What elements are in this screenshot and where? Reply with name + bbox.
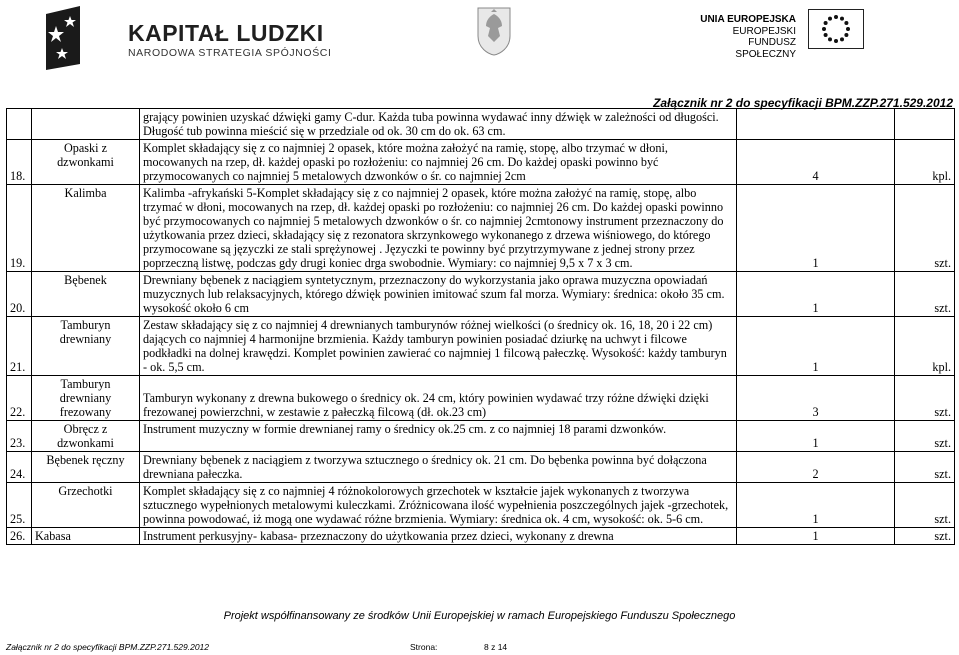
item-name: Obręcz z dzwonkami — [32, 421, 140, 452]
item-unit: szt. — [895, 376, 955, 421]
kapital-ludzki-subtitle: NARODOWA STRATEGIA SPÓJNOŚCI — [128, 47, 332, 59]
item-name: Bębenek ręczny — [32, 452, 140, 483]
item-name: Opaski z dzwonkami — [32, 140, 140, 185]
row-number: 20. — [7, 272, 32, 317]
item-name: Bębenek — [32, 272, 140, 317]
item-quantity: 1 — [737, 272, 895, 317]
page-number: 8 z 14 — [484, 642, 508, 652]
kapital-ludzki-title: KAPITAŁ LUDZKI — [128, 20, 324, 46]
item-unit: szt. — [895, 185, 955, 272]
row-number: 21. — [7, 317, 32, 376]
row-number: 25. — [7, 483, 32, 528]
item-name: Grzechotki — [32, 483, 140, 528]
row-number — [7, 109, 32, 140]
eu-flag — [808, 9, 864, 49]
row-number: 26. — [7, 528, 32, 545]
item-quantity — [737, 109, 895, 140]
item-description: Instrument muzyczny w formie drewnianej ramy o średnicy ok.25 cm. z co najmniej 18 parami dzwonków. — [140, 421, 737, 452]
item-description: Komplet składający się z co najmniej 4 różnokolorowych grzechotek w kształcie jajek wykonanych z tworzywa sztucznego wypełnionych metalowymi kuleczkami. Zróżnicowana ilość wypełnienia poszczególnych jajek -grzechotek, powinna powodować, iż mogą one wydawać różne brzmienia. Wymiary: średnica ok. 4 cm, wysokość: ok. 5-6 cm. — [140, 483, 737, 528]
row-number: 22. — [7, 376, 32, 421]
item-description: Kalimba -afrykański 5-Komplet składający się z co najmniej 2 opasek, które można założyć na ramię, stopę, albo trzymać w dłoni, mocowanych na rzep, dł. każdej opaski po rozłożeniu: co najmniej 26 cm. Do każdej opaski powinno być przymocowanych co najmniej 5 metalowych dzwonków o śr. co najmniej 2cmtonowy instrument przeznaczony do użytkowania przez dzieci, składający się z rezonatora skrzynkowego wykonanego z drzewa wiśniowego, do którego przymocowane są języczki ze stali sprężynowej . Języczki te powinny być przytrzymywane z jednej strony przez poprzeczną listwę, podczas gdy drugi koniec drga swobodnie. Wymiary: co najmniej 9,5 x 7 x 3 cm. — [140, 185, 737, 272]
item-unit: szt. — [895, 272, 955, 317]
row-number: 24. — [7, 452, 32, 483]
item-description: Instrument perkusyjny- kabasa- przeznaczony do użytkowania przez dzieci, wykonany z drewna — [140, 528, 737, 545]
kapital-ludzki-logo — [40, 4, 120, 70]
table-row — [7, 376, 955, 421]
table-row — [7, 140, 955, 185]
instruments-table — [6, 108, 955, 545]
item-unit: szt. — [895, 421, 955, 452]
row-number: 23. — [7, 421, 32, 452]
item-quantity: 1 — [737, 421, 895, 452]
item-quantity: 1 — [737, 528, 895, 545]
item-name — [32, 109, 140, 140]
item-quantity: 1 — [737, 185, 895, 272]
item-unit: szt. — [895, 528, 955, 545]
item-name: Tamburyn drewniany frezowany — [32, 376, 140, 421]
item-quantity: 1 — [737, 483, 895, 528]
table-row — [7, 272, 955, 317]
table-row — [7, 185, 955, 272]
item-description: Drewniany bębenek z naciągiem z tworzywa sztucznego o średnicy ok. 21 cm. Do bębenka powinna być dołączona drewniana pałeczka. — [140, 452, 737, 483]
eu-label — [700, 14, 796, 60]
table-row — [7, 528, 955, 545]
item-name: Tamburyn drewniany — [32, 317, 140, 376]
project-funding-note: Projekt współfinansowany ze środków Unii Europejskiej w ramach Europejskiego Funduszu Społecznego — [223, 610, 736, 622]
item-description: grający powinien uzyskać dźwięki gamy C-dur. Każda tuba powinna wydawać inny dźwięk w zależności od długości. Długość tub powinna mieścić się w przedziale od ok. 30 cm do ok. 63 cm. — [140, 109, 737, 140]
table-row — [7, 421, 955, 452]
table-row — [7, 452, 955, 483]
item-unit: szt. — [895, 452, 955, 483]
page-label: Strona: — [410, 642, 438, 652]
table-row — [7, 483, 955, 528]
eu-line-1: UNIA EUROPEJSKA — [700, 14, 796, 25]
item-unit: kpl. — [895, 140, 955, 185]
eu-line-3: FUNDUSZ SPOŁECZNY — [735, 37, 796, 60]
attachment-reference-bottom: Załącznik nr 2 do specyfikacji BPM.ZZP.271.529.2012 — [6, 642, 210, 652]
poland-eagle-emblem — [476, 6, 512, 56]
item-description: Tamburyn wykonany z drewna bukowego o średnicy ok. 24 cm, który powinien wydawać trzy różne dźwięki dzięki frezowanej powierzchni, w zestawie z pałeczką filcową (dł. ok.23 cm) — [140, 376, 737, 421]
item-unit — [895, 109, 955, 140]
attachment-reference-top: Załącznik nr 2 do specyfikacji BPM.ZZP.271.529.2012 — [653, 96, 953, 110]
item-quantity: 2 — [737, 452, 895, 483]
table-row — [7, 109, 955, 140]
item-name: Kalimba — [32, 185, 140, 272]
item-description: Drewniany bębenek z naciągiem syntetycznym, przeznaczony do wykorzystania jako oprawa muzyczna opowiadań muzycznych lub relaksacyjnych, którego dźwięk powinien imitować szum fal morza. Wymiary: średnica: około 35 cm. wysokość około 6 cm — [140, 272, 737, 317]
item-name: Kabasa — [32, 528, 140, 545]
item-description: Zestaw składający się z co najmniej 4 drewnianych tamburynów różnej wielkości (o średnicy ok. 16, 18, 20 i 22 cm) dających co najmniej 4 harmonijne brzmienia. Każdy tamburyn powinien posiadać dziurkę na uchwyt i filcowe podkładki na dolnej krawędzi. Komplet powinien zawierać co najmniej 1 filcową pałeczkę. Wysokość: każdy tamburyn - ok. 5,5 cm. — [140, 317, 737, 376]
row-number: 19. — [7, 185, 32, 272]
item-description: Komplet składający się z co najmniej 2 opasek, które można założyć na ramię, stopę, albo trzymać w dłoni, mocowanych na rzep, dł. każdej opaski po rozłożeniu: co najmniej 26 cm. Do każdej opaski powinno być przymocowanych co najmniej 5 metalowych dzwonków o śr. co najmniej 2cm — [140, 140, 737, 185]
eu-line-2: EUROPEJSKI — [732, 25, 796, 37]
item-quantity: 3 — [737, 376, 895, 421]
row-number: 18. — [7, 140, 32, 185]
item-unit: kpl. — [895, 317, 955, 376]
table-row — [7, 317, 955, 376]
page-header — [0, 0, 959, 110]
item-unit: szt. — [895, 483, 955, 528]
item-quantity: 4 — [737, 140, 895, 185]
item-quantity: 1 — [737, 317, 895, 376]
